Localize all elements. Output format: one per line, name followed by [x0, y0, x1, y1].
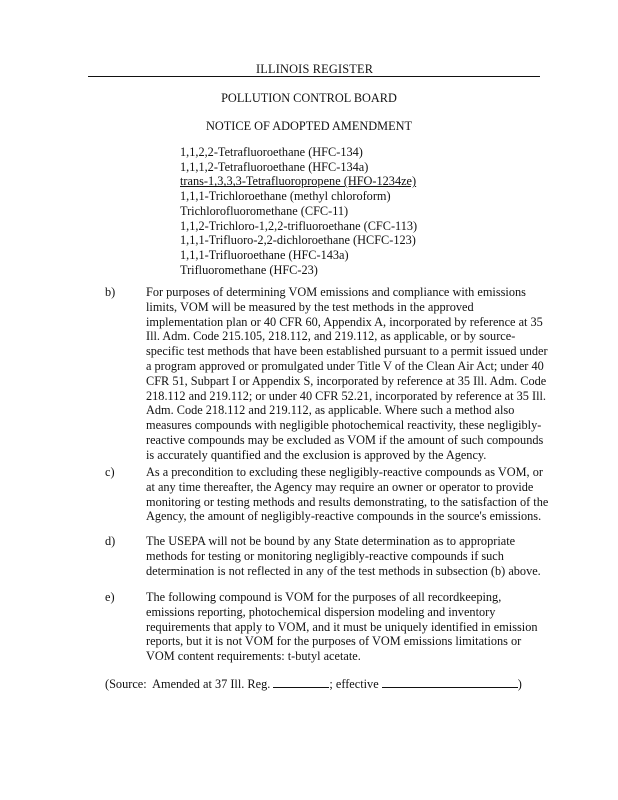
list-item: Trichlorofluoromethane (CFC-11) [180, 203, 349, 218]
text-line: a program approved or promulgated under Title V of the Clean Air Act; under 40 [146, 358, 544, 373]
subsection-label: e) [105, 590, 115, 604]
subsection-label: c) [105, 465, 115, 479]
subsection-text [146, 534, 541, 578]
text-line: requirements that apply to VOM, and it must be uniquely identified in emission [146, 619, 538, 634]
list-item: Trifluoromethane (HFC-23) [180, 262, 318, 277]
text-line: implementation plan or 40 CFR 60, Appendix A, incorporated by reference at 35 [146, 314, 543, 329]
subsection-text [146, 590, 538, 664]
list-item: 1,1,2,2-Tetrafluoroethane (HFC-134) [180, 145, 363, 159]
text-line: measures compounds with negligible photochemical reactivity, these negligibly- [146, 418, 542, 433]
source-effective: ; effective [329, 677, 382, 691]
text-line: specific test methods that have been established pursuant to a permit issued under [146, 344, 548, 359]
list-item: 1,1,1-Trichloroethane (methyl chloroform) [180, 189, 391, 204]
text-line: reactive compounds may be excluded as VOM if the amount of such compounds [146, 432, 544, 447]
text-line: The USEPA will not be bound by any State determination as to appropriate [146, 534, 516, 548]
list-item: 1,1,1-Trifluoro-2,2-dichloroethane (HCFC-123) [180, 233, 416, 248]
text-line: is accurately quantified and the exclusion is approved by the Agency. [146, 447, 487, 462]
text-line: As a precondition to excluding these negligibly-reactive compounds as VOM, or [146, 465, 543, 479]
text-line: VOM content requirements: t-butyl acetate. [146, 649, 361, 664]
register-title: ILLINOIS REGISTER [256, 62, 374, 76]
text-line: CFR 51, Subpart I or Appendix S, incorporated by reference at 35 Ill. Adm. Code [146, 373, 547, 388]
text-line: limits, VOM will be measured by the test methods in the approved [146, 299, 474, 314]
text-line: For purposes of determining VOM emissions and compliance with emissions [146, 285, 526, 299]
notice-title: NOTICE OF ADOPTED AMENDMENT [206, 119, 412, 133]
compound-list [180, 145, 417, 277]
effective-date-blank [382, 676, 518, 688]
text-line: determination is not reflected in any of the test methods in subsection (b) above. [146, 563, 541, 578]
text-line: monitoring or testing methods and results demonstrating, to the satisfaction of the [146, 494, 549, 509]
source-suffix: ) [517, 677, 522, 691]
source-prefix: (Source: Amended at 37 Ill. Reg. [105, 677, 274, 691]
text-line: at any time thereafter, the Agency may require an owner or operator to provide [146, 479, 534, 494]
register-blank [273, 676, 329, 688]
text-line: Adm. Code 218.112 and 219.112, as applicable. Where such a method also [146, 403, 515, 418]
text-line: 218.112 and 219.112; or under 40 CFR 52.21, incorporated by reference at 35 Ill. [146, 388, 547, 403]
subsection-label: b) [105, 285, 116, 299]
list-item: 1,1,1-Trifluoroethane (HFC-143a) [180, 247, 349, 262]
text-line: Agency, the amount of negligibly-reactive compounds in the source's emissions. [146, 509, 542, 524]
text-line: methods for testing or monitoring negligibly-reactive compounds if such [146, 548, 504, 563]
source-note [105, 676, 522, 692]
text-line: emissions reporting, photochemical dispersion modeling and inventory [146, 604, 496, 619]
text-line: reports, but it is not VOM for the purposes of VOM emissions limitations or [146, 634, 522, 649]
board-title: POLLUTION CONTROL BOARD [221, 91, 397, 105]
text-line: The following compound is VOM for the purposes of all recordkeeping, [146, 590, 502, 604]
list-item: 1,1,1,2-Tetrafluoroethane (HFC-134a) [180, 159, 369, 174]
list-item-added: trans-1,3,3,3-Tetrafluoropropene (HFO-1234ze) [180, 174, 417, 189]
subsection-text [146, 285, 548, 463]
subsection-label: d) [105, 534, 116, 548]
register-header-rule [88, 63, 540, 77]
list-item: 1,1,2-Trichloro-1,2,2-trifluoroethane (CFC-113) [180, 218, 418, 233]
subsection-text [146, 465, 548, 524]
text-line: Ill. Adm. Code 215.105, 218.112, and 219.112, as applicable, or by source- [146, 329, 516, 344]
